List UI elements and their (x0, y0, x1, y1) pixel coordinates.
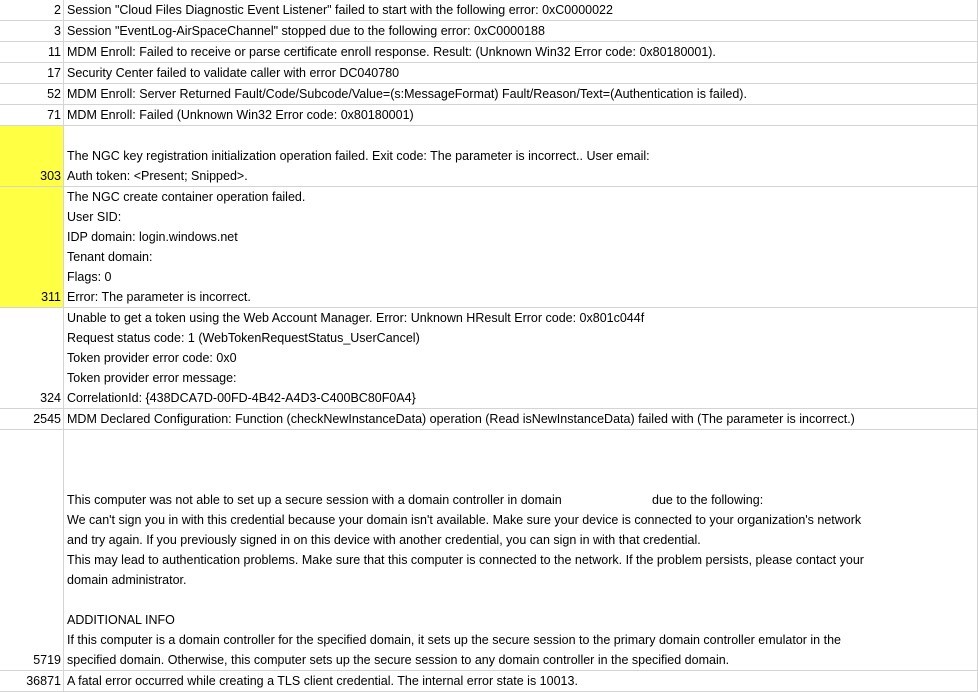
message-line: Token provider error message: (67, 371, 237, 385)
table-row[interactable] (0, 126, 978, 187)
message-line: Session "Cloud Files Diagnostic Event Listener" failed to start with the following error: 0xC0000022 (67, 3, 613, 17)
table-row[interactable] (0, 430, 978, 671)
message-cell[interactable] (64, 21, 978, 41)
message-line (67, 126, 977, 146)
message-line: Security Center failed to validate caller with error DC040780 (67, 66, 400, 80)
message-cell[interactable] (64, 84, 978, 104)
count-cell[interactable]: 2 (0, 0, 64, 20)
message-line: MDM Enroll: Failed (Unknown Win32 Error code: 0x80180001) (67, 108, 414, 122)
count-cell[interactable]: 11 (0, 42, 64, 62)
message-cell[interactable] (64, 308, 978, 408)
table-row[interactable] (0, 21, 978, 42)
message-line: The NGC key registration initialization operation failed. Exit code: The parameter is incorrect.. User email: (67, 149, 650, 163)
table-row[interactable] (0, 308, 978, 409)
count-cell[interactable]: 52 (0, 84, 64, 104)
count-cell[interactable]: 303 (0, 126, 64, 186)
table-row[interactable] (0, 187, 978, 308)
message-line (67, 590, 977, 610)
message-line: Tenant domain: (67, 250, 153, 264)
count-cell[interactable]: 5719 (0, 430, 64, 670)
message-line: MDM Enroll: Server Returned Fault/Code/Subcode/Value=(s:MessageFormat) Fault/Reason/Text=(Authentication is failed). (67, 87, 747, 101)
message-line: Flags: 0 (67, 270, 112, 284)
message-line: and try again. If you previously signed in on this device with another credential, you can sign in with that credential. (67, 533, 701, 547)
message-line: Session "EventLog-AirSpaceChannel" stopped due to the following error: 0xC0000188 (67, 24, 545, 38)
table-row[interactable] (0, 42, 978, 63)
message-line (67, 470, 977, 490)
message-line: This computer was not able to set up a secure session with a domain controller in domain due to the following: (67, 493, 764, 507)
table-row[interactable] (0, 105, 978, 126)
message-line: Token provider error code: 0x0 (67, 351, 237, 365)
table-row[interactable] (0, 0, 978, 21)
message-cell[interactable] (64, 409, 978, 429)
count-cell[interactable]: 17 (0, 63, 64, 83)
count-cell[interactable]: 71 (0, 105, 64, 125)
message-line: ADDITIONAL INFO (67, 613, 175, 627)
table-row[interactable] (0, 409, 978, 430)
message-line: A fatal error occurred while creating a TLS client credential. The internal error state is 10013. (67, 674, 578, 688)
message-line: Error: The parameter is incorrect. (67, 290, 251, 304)
table-row[interactable] (0, 671, 978, 692)
count-cell[interactable]: 3 (0, 21, 64, 41)
message-cell[interactable] (64, 0, 978, 20)
message-line: CorrelationId: {438DCA7D-00FD-4B42-A4D3-C400BC80F0A4} (67, 391, 416, 405)
message-cell[interactable] (64, 63, 978, 83)
count-cell[interactable]: 36871 (0, 671, 64, 691)
message-cell[interactable] (64, 671, 978, 691)
message-line: Request status code: 1 (WebTokenRequestStatus_UserCancel) (67, 331, 420, 345)
message-cell[interactable] (64, 187, 978, 307)
message-line: IDP domain: login.windows.net (67, 230, 238, 244)
table-row[interactable] (0, 84, 978, 105)
message-line: MDM Declared Configuration: Function (checkNewInstanceData) operation (Read isNewInstanceData) failed with (The parameter is incorrect.) (67, 412, 855, 426)
message-cell[interactable] (64, 105, 978, 125)
table-row[interactable] (0, 63, 978, 84)
message-line: User SID: (67, 210, 122, 224)
message-cell[interactable] (64, 126, 978, 186)
message-line: If this computer is a domain controller for the specified domain, it sets up the secure session to the primary domain controller emulator in the (67, 633, 841, 647)
message-line: specified domain. Otherwise, this computer sets up the secure session to any domain controller in the specified domain. (67, 653, 730, 667)
count-cell[interactable]: 2545 (0, 409, 64, 429)
message-line: We can't sign you in with this credential because your domain isn't available. Make sure your device is connected to your organization's network (67, 513, 862, 527)
message-line: The NGC create container operation failed. (67, 190, 306, 204)
count-cell[interactable]: 311 (0, 187, 64, 307)
message-line: Auth token: <Present; Snipped>. (67, 169, 248, 183)
message-line (67, 450, 977, 470)
message-line: domain administrator. (67, 573, 187, 587)
message-line (67, 430, 977, 450)
message-line: Unable to get a token using the Web Account Manager. Error: Unknown HResult Error code: 0x801c044f (67, 311, 645, 325)
message-cell[interactable] (64, 430, 978, 670)
message-line: This may lead to authentication problems. Make sure that this computer is connected to the network. If the problem persists, please contact your (67, 553, 864, 567)
message-cell[interactable] (64, 42, 978, 62)
count-cell[interactable]: 324 (0, 308, 64, 408)
message-line: MDM Enroll: Failed to receive or parse certificate enroll response. Result: (Unknown Win32 Error code: 0x80180001). (67, 45, 716, 59)
